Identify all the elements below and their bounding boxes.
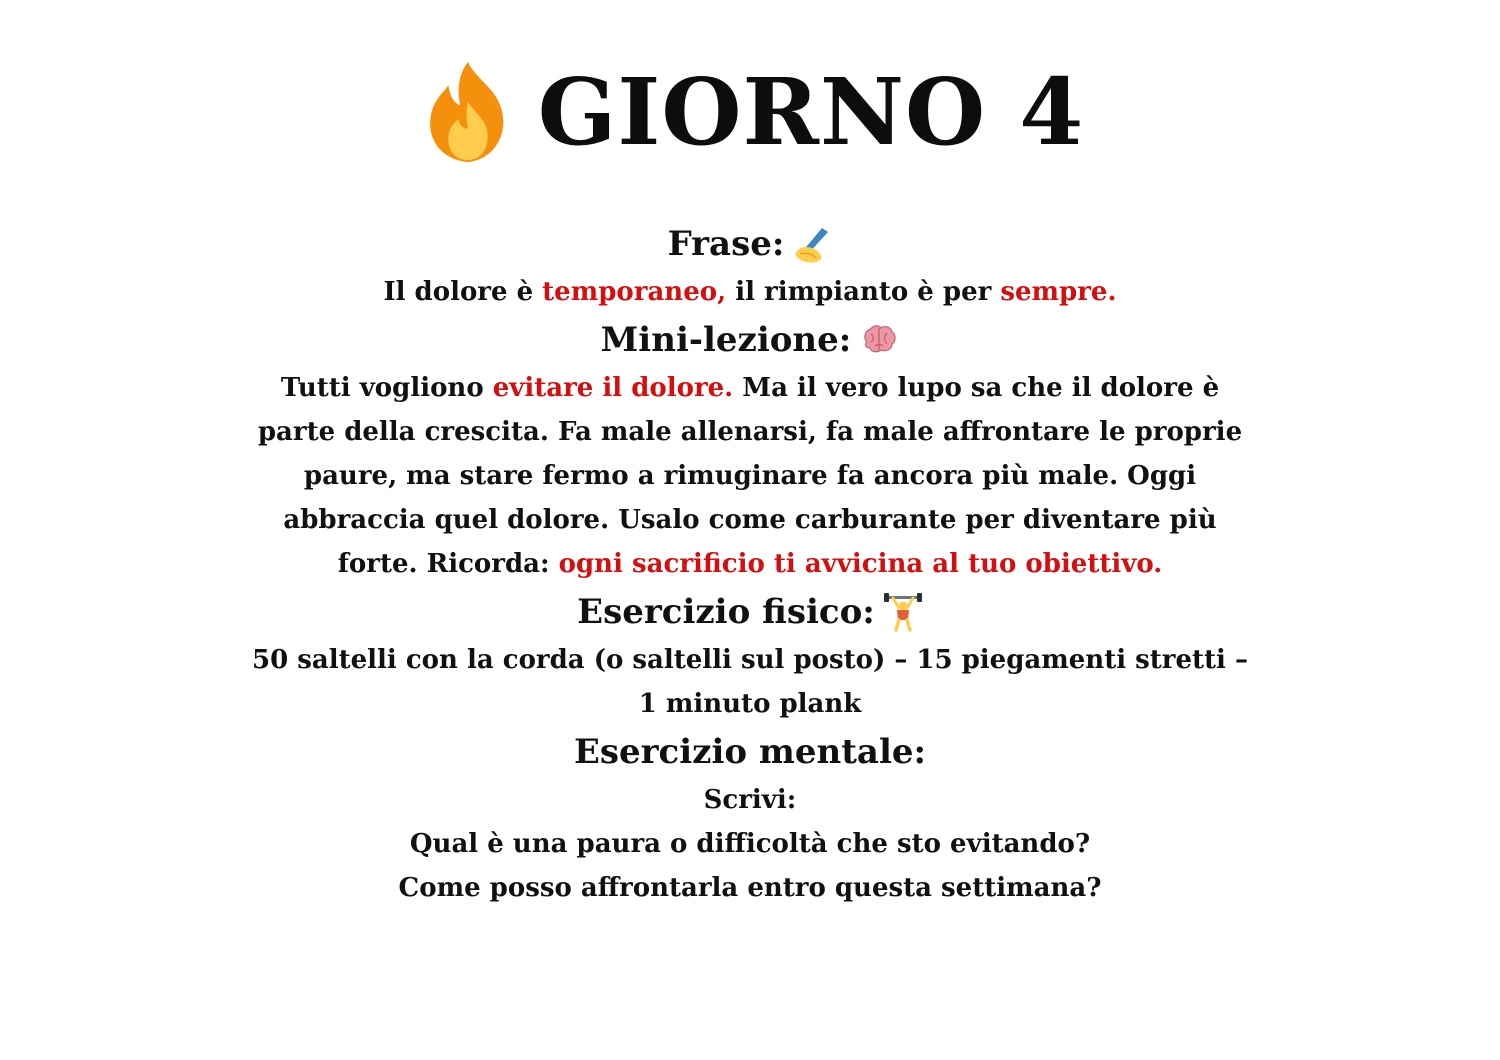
esercizio-fisico-heading-label: Esercizio fisico: [577, 592, 875, 632]
title-row [0, 52, 1500, 172]
lezione-text-part-1: Tutti vogliono [280, 373, 493, 403]
weightlifter-icon [883, 592, 923, 632]
esercizio-mentale-line-1: Scrivi: [703, 785, 797, 815]
lezione-text [240, 366, 1260, 586]
frase-heading [240, 218, 1260, 270]
fire-icon [416, 58, 520, 166]
frase-highlight-1: temporaneo, [542, 277, 727, 307]
lezione-text-part-2: Ma il vero lupo sa che il dolore è parte della crescita. Fa male allenarsi, fa male affrontare le proprie paure, ma stare fermo a rimuginare fa ancora più male. Oggi abbraccia quel dolore. Usalo come carburante per diventare più forte. Ricorda: [257, 373, 1243, 579]
esercizio-mentale-line-3: Come posso affrontarla entro questa settimana? [398, 873, 1102, 903]
esercizio-mentale-heading-label: Esercizio mentale: [573, 732, 927, 772]
brain-icon [859, 320, 899, 360]
esercizio-fisico-text: 50 saltelli con la corda (o saltelli sul posto) – 15 piegamenti stretti – 1 minuto plank [252, 645, 1248, 719]
frase-text-part-1: Il dolore è [383, 277, 543, 307]
frase-text-part-2: il rimpianto è per [726, 277, 1001, 307]
frase-highlight-2: sempre. [1000, 277, 1117, 307]
page-title: GIORNO 4 [537, 58, 1085, 166]
lezione-heading-label: Mini-lezione: [600, 320, 852, 360]
frase-text [240, 270, 1260, 314]
esercizio-mentale-line-2: Qual è una paura o difficoltà che sto evitando? [409, 829, 1091, 859]
lezione-highlight-2: ogni sacrificio ti avvicina al tuo obiettivo. [558, 549, 1163, 579]
writing-hand-icon [792, 224, 832, 264]
frase-heading-label: Frase: [667, 224, 785, 264]
lezione-heading [240, 314, 1260, 366]
esercizio-fisico-heading [240, 586, 1260, 638]
esercizio-mentale-heading [240, 726, 1260, 778]
content [240, 218, 1260, 910]
lezione-highlight-1: evitare il dolore. [492, 373, 734, 403]
